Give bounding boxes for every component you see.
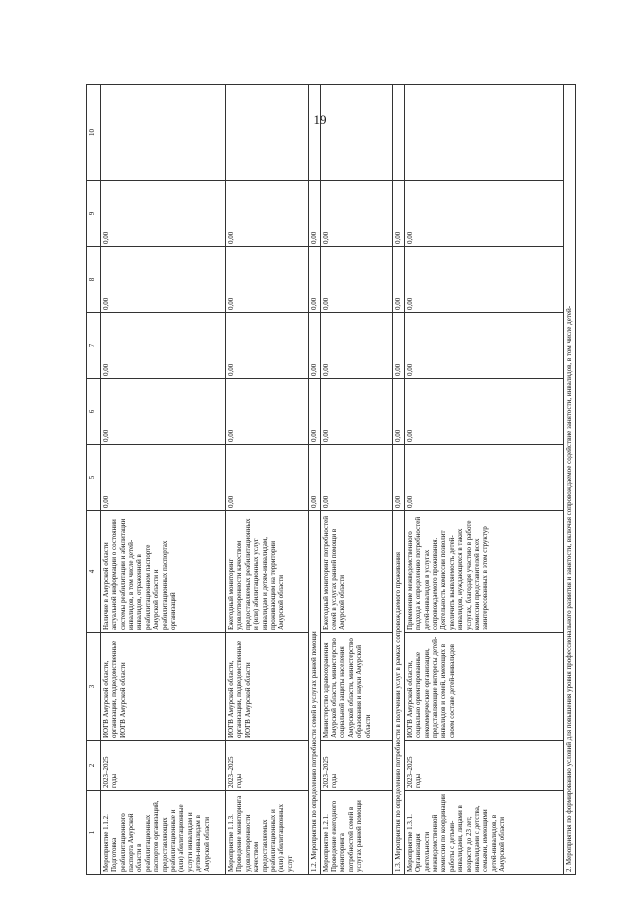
header-cell: 6 [87,379,101,445]
activity-name: Мероприятие 1.1.2. Подготовка реабилитационного паспорта Амурской области в реабилитационных паспортов организаций, предоставляющих реабилитационные и (или) абилитационные услуги инвалидам и детям-инвалидам в Амурской области [100,791,225,875]
section-title: 1.2. Мероприятия по определению потребности семей в услугах ранней помощи [308,511,320,875]
header-cell: 9 [87,181,101,247]
table-row [225,85,308,875]
value-cell: 0,00 [404,313,563,379]
value-cell: 0,00 [392,181,404,247]
header-row [87,85,101,875]
value-cell [404,85,563,181]
value-cell: 0,00 [404,379,563,445]
value-cell: 0,00 [100,313,225,379]
value-cell: 0,00 [308,247,320,313]
section-row [563,85,575,875]
executors: ИОГВ Амурской области, организации, подведомственные ИОГВ Амурской области [225,633,308,741]
value-cell: 0,00 [308,379,320,445]
expected-result: Ежегодный мониторинг удовлетворенности качеством предоставляемых реабилитационных и (или) абилитационных услуг инвалидам и детям-инвалидам, проживающим на территории Амурской области [225,511,308,633]
period: 2023–2025 годы [100,741,225,791]
value-cell [225,85,308,181]
value-cell [100,85,225,181]
executors: ИОГВ Амурской области, организации, подведомственные ИОГВ Амурской области [100,633,225,741]
value-cell: 0,00 [392,445,404,511]
value-cell: 0,00 [225,181,308,247]
table-row [404,85,563,875]
value-cell: 0,00 [100,247,225,313]
value-cell: 0,00 [225,313,308,379]
header-cell: 8 [87,247,101,313]
header-cell: 5 [87,445,101,511]
section-row [392,85,404,875]
period: 2023–2025 годы [404,741,563,791]
header-cell: 2 [87,741,101,791]
header-cell: 7 [87,313,101,379]
value-cell: 0,00 [392,247,404,313]
value-cell: 0,00 [320,181,392,247]
value-cell: 0,00 [100,181,225,247]
value-cell: 0,00 [404,247,563,313]
section-title: 2. Мероприятия по формированию условий для повышения уровня профессионального развития и занятости, включая сопровождаемое содействие занятости, инвалидов, в том числе детей- [563,85,575,875]
executors: ИОГВ Амурской области, социально ориентированные некоммерческие организации, представляющие интересы детей-инвалидов и семей, имеющих в своем составе детей-инвалидов [404,633,563,741]
value-cell: 0,00 [392,313,404,379]
period: 2023–2025 годы [320,741,392,791]
executors: Министерство здравоохранения Амурской области, министерство социальной защиты населения Амурской области, министерство образования и науки Амурской области [320,633,392,741]
value-cell [308,85,320,181]
value-cell: 0,00 [225,247,308,313]
value-cell: 0,00 [320,247,392,313]
activity-name: Мероприятие 1.3.1. Организация деятельности межведомственной комиссии по координации работы с детьми-инвалидами, лицами в возрасте до 23 лет, инвалидами с детства, семьями, имеющими детей-инвалидов, в Амурской области [404,791,563,875]
activity-name: Мероприятие 1.2.1. Проведение ежегодного мониторинга потребностей семей в услугах ранней помощи [320,791,392,875]
expected-result: Наличие в Амурской области актуальной информации о состоянии системы реабилитации и абилитации инвалидов, в том числе детей-инвалидов, отраженной в реабилитационном паспорте Амурской области и реабилитационных паспортах организаций [100,511,225,633]
value-cell: 0,00 [308,445,320,511]
table-row [320,85,392,875]
value-cell [320,85,392,181]
activity-name: Мероприятие 1.1.3. Проведение мониторинга удовлетворенности качеством предоставляемых реабилитационных и (или) абилитационных услуг [225,791,308,875]
value-cell: 0,00 [320,379,392,445]
value-cell: 0,00 [320,445,392,511]
table-row [100,85,225,875]
period: 2023–2025 годы [225,741,308,791]
rotated-table-wrapper [86,85,576,875]
page-number: 19 [313,112,327,127]
section-title: 1.3. Мероприятия по определению потребности в получении услуг в рамках сопровождаемого проживания [392,511,404,875]
value-cell [392,85,404,181]
program-table [86,84,576,875]
value-cell: 0,00 [225,445,308,511]
header-cell: 10 [87,85,101,181]
value-cell: 0,00 [392,379,404,445]
header-cell: 3 [87,633,101,741]
value-cell: 0,00 [100,445,225,511]
value-cell: 0,00 [225,379,308,445]
expected-result: Применение межведомственного подхода к определению потребностей детей-инвалидов в услугах сопровождаемого проживания. Деятельность комиссии позволит увеличить выявляемость детей-инвалидов, нуждающихся в таких услугах, благодаря участию в работе комиссии представителей всех заинтересованных в этом структур [404,511,563,633]
value-cell: 0,00 [308,181,320,247]
value-cell: 0,00 [308,313,320,379]
header-cell: 1 [87,791,101,875]
header-cell: 4 [87,511,101,633]
value-cell: 0,00 [404,181,563,247]
value-cell: 0,00 [404,445,563,511]
expected-result: Ежегодный мониторинг потребностей семей в услугах ранней помощи в Амурской области [320,511,392,633]
section-row [308,85,320,875]
value-cell: 0,00 [320,313,392,379]
value-cell: 0,00 [100,379,225,445]
